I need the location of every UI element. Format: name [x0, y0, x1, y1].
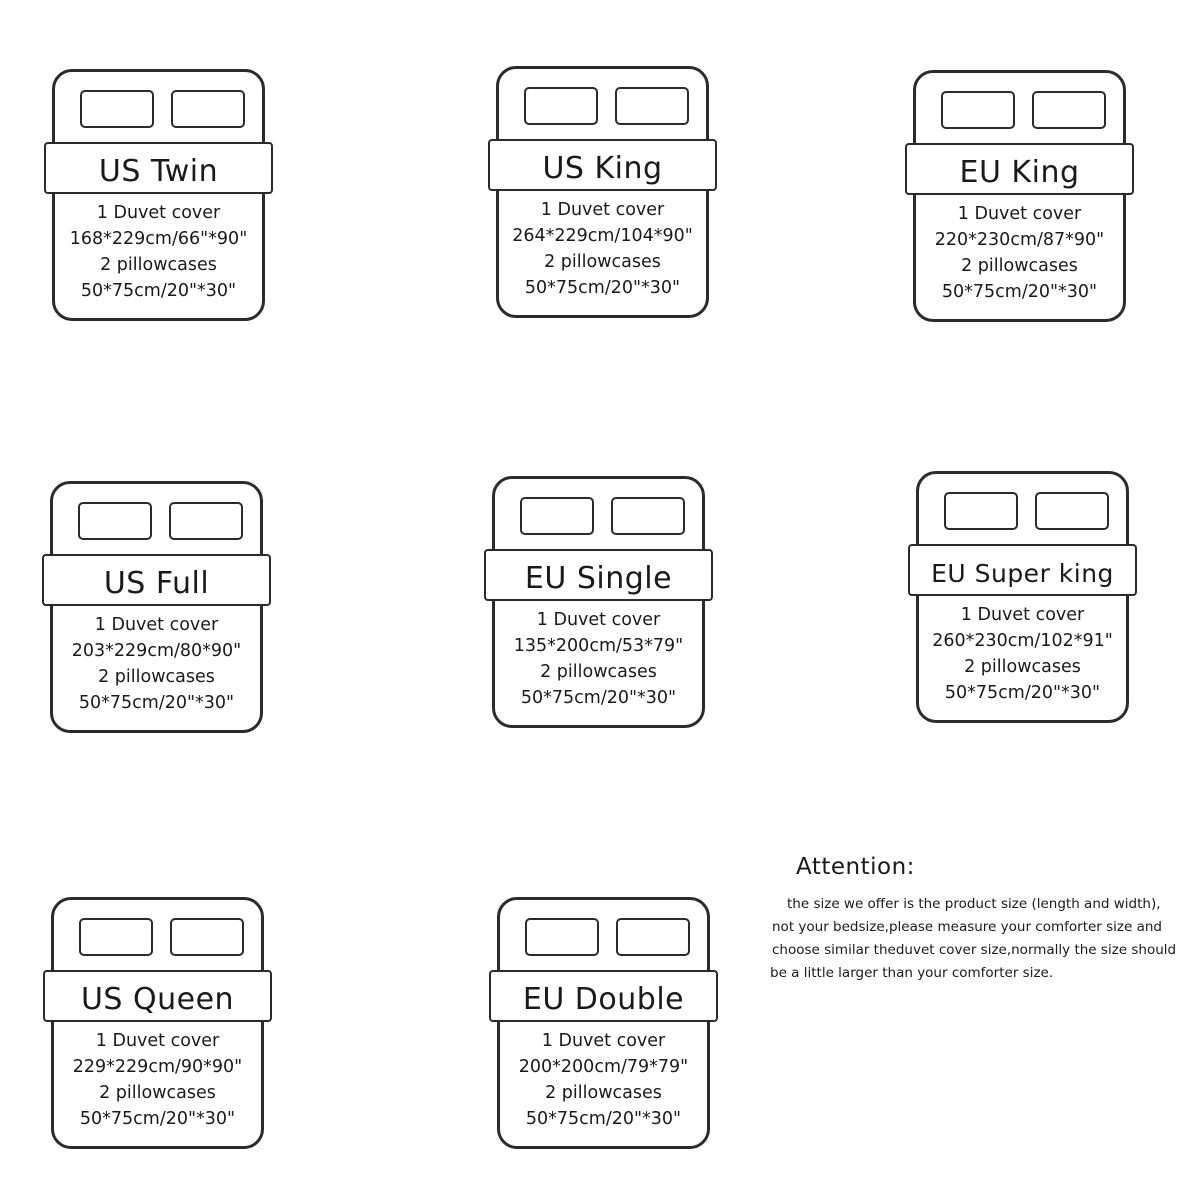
bed-us-full	[50, 481, 263, 733]
pillow-left	[944, 492, 1018, 530]
duvet-size: 260*230cm/102*91"	[932, 631, 1113, 651]
bed-info	[55, 200, 262, 304]
pillow-right	[615, 87, 689, 125]
bed-us-king	[496, 66, 709, 318]
pillow-size: 50*75cm/20"*30"	[524, 278, 681, 298]
bed-eu-single	[492, 476, 705, 728]
pillow-left	[524, 87, 598, 125]
bed-us-queen	[51, 897, 264, 1149]
pillow-right	[171, 90, 245, 128]
bed-size-name: EU Super king	[908, 544, 1137, 596]
bed-eu-double	[497, 897, 710, 1149]
pillow-size: 50*75cm/20"*30"	[525, 1109, 682, 1129]
bed-size-name: EU Double	[489, 970, 718, 1022]
duvet-label: 1 Duvet cover	[95, 1031, 220, 1051]
pillow-size: 50*75cm/20"*30"	[520, 688, 677, 708]
bed-info	[495, 607, 702, 711]
bed-info	[919, 602, 1126, 706]
bed-eu-super-king	[916, 471, 1129, 723]
pillow-label: 2 pillowcases	[98, 667, 215, 687]
pillow-right	[1032, 91, 1106, 129]
bed-size-name: US Full	[42, 554, 271, 606]
duvet-size: 220*230cm/87*90"	[934, 230, 1105, 250]
pillow-label: 2 pillowcases	[99, 1083, 216, 1103]
bed-info	[916, 201, 1123, 305]
attention-title: Attention:	[796, 854, 915, 880]
bed-size-name: EU Single	[484, 549, 713, 601]
duvet-label: 1 Duvet cover	[540, 200, 665, 220]
pillow-right	[1035, 492, 1109, 530]
duvet-size: 135*200cm/53*79"	[513, 636, 684, 656]
pillow-label: 2 pillowcases	[964, 657, 1081, 677]
pillow-left	[941, 91, 1015, 129]
attention-line-1: the size we offer is the product size (length and width),	[787, 896, 1161, 912]
pillow-label: 2 pillowcases	[544, 252, 661, 272]
pillow-right	[169, 502, 243, 540]
duvet-size: 264*229cm/104*90"	[512, 226, 693, 246]
attention-line-4: be a little larger than your comforter size.	[770, 965, 1054, 981]
duvet-size: 203*229cm/80*90"	[71, 641, 242, 661]
bed-size-name: US King	[488, 139, 717, 191]
duvet-label: 1 Duvet cover	[536, 610, 661, 630]
duvet-label: 1 Duvet cover	[960, 605, 1085, 625]
pillow-right	[170, 918, 244, 956]
pillow-size: 50*75cm/20"*30"	[944, 683, 1101, 703]
duvet-label: 1 Duvet cover	[957, 204, 1082, 224]
bed-size-name: EU King	[905, 143, 1134, 195]
bed-info	[500, 1028, 707, 1132]
bed-info	[499, 197, 706, 301]
pillow-size: 50*75cm/20"*30"	[79, 1109, 236, 1129]
pillow-size: 50*75cm/20"*30"	[941, 282, 1098, 302]
bed-us-twin	[52, 69, 265, 321]
pillow-size: 50*75cm/20"*30"	[78, 693, 235, 713]
pillow-left	[520, 497, 594, 535]
duvet-size: 229*229cm/90*90"	[72, 1057, 243, 1077]
bed-eu-king	[913, 70, 1126, 322]
bed-size-name: US Twin	[44, 142, 273, 194]
pillow-label: 2 pillowcases	[545, 1083, 662, 1103]
duvet-label: 1 Duvet cover	[541, 1031, 666, 1051]
pillow-label: 2 pillowcases	[100, 255, 217, 275]
pillow-right	[611, 497, 685, 535]
duvet-label: 1 Duvet cover	[94, 615, 219, 635]
bed-info	[54, 1028, 261, 1132]
bed-size-name: US Queen	[43, 970, 272, 1022]
pillow-right	[616, 918, 690, 956]
pillow-left	[80, 90, 154, 128]
pillow-left	[78, 502, 152, 540]
pillow-label: 2 pillowcases	[540, 662, 657, 682]
pillow-size: 50*75cm/20"*30"	[80, 281, 237, 301]
pillow-label: 2 pillowcases	[961, 256, 1078, 276]
pillow-left	[79, 918, 153, 956]
pillow-left	[525, 918, 599, 956]
attention-line-2: not your bedsize,please measure your comforter size and	[772, 919, 1163, 935]
attention-line-3: choose similar theduvet cover size,normally the size should	[772, 942, 1177, 958]
bed-info	[53, 612, 260, 716]
duvet-label: 1 Duvet cover	[96, 203, 221, 223]
duvet-size: 200*200cm/79*79"	[518, 1057, 689, 1077]
duvet-size: 168*229cm/66"*90"	[69, 229, 248, 249]
